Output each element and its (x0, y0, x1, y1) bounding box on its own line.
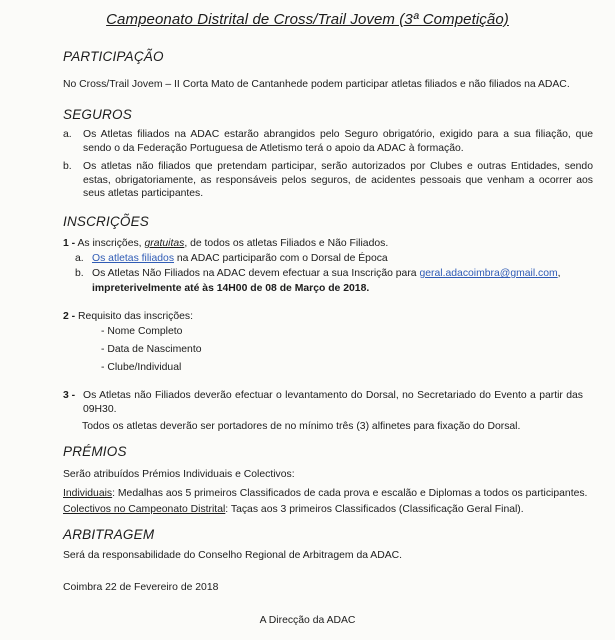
colectivos-label: Colectivos no Campeonato Distrital (63, 504, 226, 515)
date-line: Coimbra 22 de Fevereiro de 2018 (63, 582, 219, 593)
seguros-item-a-text: Os Atletas filiados na ADAC estarão abrangidos pelo Seguro obrigatório, exigido para a sua filiação, que sendo o da Federação Portuguesa de Atletismo terá o apoio da ADAC à formação. (83, 129, 593, 154)
point-1-text-before: As inscrições, (77, 238, 142, 249)
requirement-item: - Clube/Individual (101, 362, 182, 373)
point-1-marker: 1 - (63, 238, 76, 249)
premios-individuais (63, 487, 599, 501)
inscricoes-point-1 (63, 237, 599, 251)
inscricoes-point-2 (63, 310, 599, 324)
requirement-item: - Nome Completo (101, 326, 183, 337)
individuais-text: : Medalhas aos 5 primeiros Classificados de cada prova e escalão e Diplomas a todos os participantes. (112, 488, 588, 499)
seguros-heading: SEGUROS (63, 107, 132, 122)
point-3-marker: 3 - (63, 390, 76, 401)
document-title: Campeonato Distrital de Cross/Trail Jovem (3ª Competição) (106, 11, 509, 28)
participacao-heading: PARTICIPAÇÃO (63, 49, 164, 64)
sub-b-text: Os Atletas Não Filiados na ADAC devem efectuar a sua Inscrição para (92, 268, 417, 279)
sub-b-marker: b. (75, 268, 84, 279)
premios-intro: Serão atribuídos Prémios Individuais e Colectivos: (63, 469, 295, 480)
point-3-note: Todos os atletas deverão ser portadores de no mínimo três (3) alfinetes para fixação do Dorsal. (82, 421, 521, 432)
requirement-item: - Data de Nascimento (101, 344, 202, 355)
individuais-label: Individuais (63, 488, 113, 499)
requirements-list (101, 325, 202, 379)
point-2-marker: 2 - (63, 311, 76, 322)
premios-colectivos (63, 503, 599, 517)
point-2-text: Requisito das inscrições: (78, 311, 193, 322)
participacao-text: No Cross/Trail Jovem – II Corta Mato de Cantanhede podem participar atletas filiados e não filiados na ADAC. (63, 79, 570, 90)
sub-a-marker: a. (75, 253, 84, 264)
seguros-item-b-text: Os atletas não filiados que pretendam participar, serão autorizados por Clubes e outras Entidades, sendo estas, obrigatoriamente, as responsáveis pelos seguros, de acidentes pessoais que venham a ocorrer aos seus atletas participantes. (83, 161, 593, 200)
inscricoes-sub-a (75, 252, 595, 266)
sub-a-link[interactable]: Os atletas filiados (92, 253, 175, 264)
sub-b-deadline: impreterivelmente até às 14H00 de 08 de Março de 2018. (92, 283, 370, 294)
point-1-emphasis: gratuitas (144, 238, 185, 249)
premios-heading: PRÉMIOS (63, 444, 127, 459)
colectivos-text: : Taças aos 3 primeiros Classificados (Classificação Geral Final). (225, 504, 524, 515)
email-link[interactable]: geral.adacoimbra@gmail.com (419, 268, 558, 279)
point-3-text: Os Atletas não Filiados deverão efectuar o levantamento do Dorsal, no Secretariado do Evento a partir das 09H30. (83, 390, 583, 415)
inscricoes-heading: INSCRIÇÕES (63, 214, 150, 229)
signature: A Direcção da ADAC (259, 615, 356, 626)
seguros-item-b (63, 160, 593, 201)
seguros-item-a (63, 128, 593, 155)
inscricoes-sub-b (75, 267, 595, 294)
sub-a-text: na ADAC participarão com o Dorsal de Época (174, 253, 388, 264)
arbitragem-heading: ARBITRAGEM (63, 527, 155, 542)
seguros-item-a-marker: a. (63, 129, 72, 140)
arbitragem-text: Será da responsabilidade do Conselho Regional de Arbitragem da ADAC. (63, 550, 403, 561)
seguros-item-b-marker: b. (63, 161, 72, 172)
sub-b-comma: , (557, 268, 561, 279)
point-1-text-after: , de todos os atletas Filiados e Não Filiados. (184, 238, 389, 249)
inscricoes-point-3 (63, 389, 593, 416)
